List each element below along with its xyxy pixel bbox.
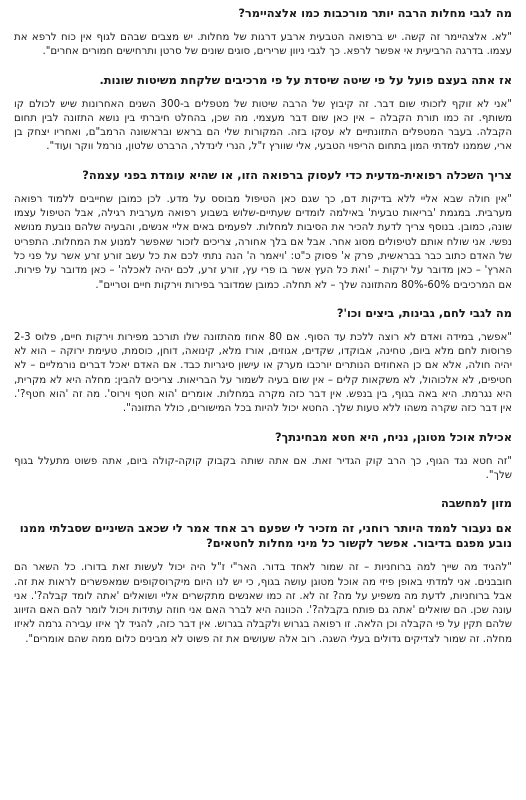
answer-paragraph: "לא. אלצהיימר זה קשה. יש ברפואה הטבעית ארבע דרגות של מחלות. יש מצבים שבהם לגוף אין כוח לרפא את עצמו. בדרגה הרביעית אי אפשר לרפא. כך לגבי ניוון שרירים, סוגים שונים של סרטן ותרחישים חמורים אחרים". <box>14 32 512 58</box>
question-heading: צריך השכלה רפואית-מדעית כדי לעסוק ברפואה הזו, או שהיא עומדת בפני עצמה? <box>82 167 512 182</box>
question-heading: מה לגבי לחם, גבינות, ביצים וכו'? <box>336 305 512 320</box>
answer-paragraph: "אני לא זוקף לזכותי שום דבר. זה קיבוץ של הרבה שיטות של מטפלים ב-300 השנים האחרונות שיש לכולם קו משותף. זה כמו תורת הקבלה – אין כאן שום דבר מעצמי. מה שכן, בהחלט חיברתי בין נושא התזונה לבין תחום הקבלה. בעבר המטפלים התזונתיים לא עסקו בזה. המקורות שלי הם בראש ובראשונה הרמב"ם, ואחריו יצחק בן ארי, שממנו למדתי המון בתחום הריפוי הטבעי, אלי שוורץ ז"ל, הנרי לינדלר, הרברט שלטון, נורמל ווקר ועוד". <box>14 98 512 153</box>
question-heading: אז אתה בעצם פועל על פי שיטה שיסדת על פי מרכיבים שלקחת משיטות שונות. <box>99 72 512 87</box>
question-heading: אכילת אוכל מטוגן, נניח, היא חטא מבחינתך? <box>275 429 512 444</box>
question-heading: אם נעבור לממד היותר רוחני, זה מזכיר לי שפעם רב אחד אמר לי שכאב השיניים שסבלתי ממנו נובע מפגם בדיבור. אפשר לקשור כל מיני מחלות לחטאים? <box>19 521 512 551</box>
answer-paragraph: "זה חטא נגד הגוף, כך הרב קוק הגדיר זאת. אם אתה שותה בקבוק קוקה-קולה ביום, אתה פשוט מתעלל בגוף שלך". <box>14 455 512 481</box>
section-heading: מזון למחשבה <box>441 496 512 511</box>
answer-paragraph: "אפשר, במידה ואדם לא רוצה ללכת עד הסוף. אם 80 אחוז מהתזונה שלו תורכב מפירות וירקות חיים, פלוס 2-3 פרוסות לחם מלא ביום, טחינה, אבוקדו, שקדים, אגוזים, אורז מלא, קינואה, דוחן, כוסמת, טעימת ירוקה – הוא לא יהיה חולה, אלא אם כן האחוזים הנותרים יורכבו מערק או עישון סיגריות כבד. אם האדם יאכל דברים נורמליים – לא חטיפים, לא אלכוהול, לא משקאות קלים – אין שום בעיה לשמור על הבריאות. צריכים להבין: מחלה היא לא מקרית, היא נגרמת. היא באה בגוף, בין בנפש. אין דבר כזה מקרה במחלות. אומרים 'הוא חטף וירוס'. מה זה 'הוא חטף?'. אין דבר כזה שקרה משהו ללא טעות שלך. החטא יכול להיות בכל המישורים, כולל התזונה". <box>14 331 512 415</box>
answer-paragraph: "להגיד מה שייך למה ברוחניות – זה שמור לאחד בדור. האר"י ז"ל היה יכול לעשות זאת בדורו. כל השאר הם חובבנים. אני למדתי באופן פיזי מה אוכל מטוגן עושה בגוף, כי יש לנו היום מיקרוסקופים שמאפשרים לראות את זה. אבל ברוחניות, לדעת מה משפיע על מה? זה לא. זה כמו שאנשים מתקשרים אליי ושואלים 'אתה לומד קבלה?'. אני עונה שכן. הם שואלים 'אתה גם פותח בקבלה?'. הכוונה היא לברר האם אני חוזה עתידות ויכול לומר להם האם הזיווג שלהם תקין על פי הקבלה וכן הלאה. זו רפואה בגרוש ולקבלה בגרוש. אין דבר כזה, להגיד לך איזו עבירה גרמה לאיזו מחלה. זה שמור לצדיקים גדולים בעלי השגה. רוב אלה שעושים את זה פשוט לא מבינים כלום ממה שהם אומרים". <box>14 562 512 645</box>
question-heading: מה לגבי מחלות הרבה יותר מורכבות כמו אלצהיימר? <box>238 6 512 20</box>
answer-paragraph: "אין חולה שבא אליי ללא בדיקות דם, כך שגם כאן הטיפול מבוסס על מדע. לכן כמובן שחייבים ללמוד רפואה מערבית. במגמת 'בריאות טבעית' באילמה לומדים שעתיים-שלוש בשבוע רפואה מערבית רגילה, אבל הטיפול עצמו שונה, כמובן. בנוסף צריך לדעת להכיר את הסיבות למחלות. לפעמים באים אליי אנשים, והבעיה שלהם נובעת מנושא נפשי. אני שולח אותם לטיפולים מסוג אחר. אבל אם בלך אחורה, צריכים לזכור שאפשר למנוע את המחלות. התפריט של האדם כתוב כבר בבראשית, פרק א' פסוק כ"ט: 'ויאמר ה' הנה נתתי לכם את כל עשב זורע זרע אשר על פני כל הארץ' – כאן מדובר על ירקות – 'ואת כל העץ אשר בו פרי עץ, זורע זרע, לכם יהיה לאכלה' – כאן מדובר על פירות. אם המרכיבים 60%-80% מהתזונה שלך – לא תחלה. כמובן שמדובר בפירות וירקות חיים וטריים". <box>14 193 512 291</box>
